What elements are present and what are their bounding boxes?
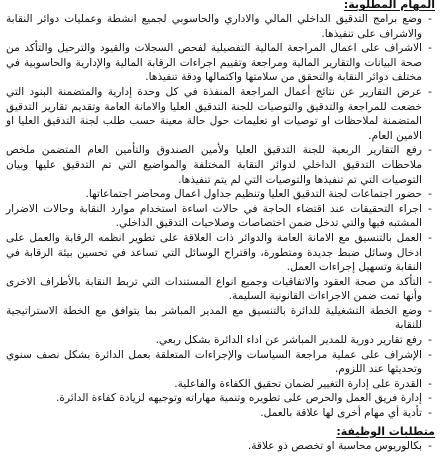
duty-item: - الاشراف على اعمال المراجعة المالية التفصيلية لفحص السجلات والقيود والترحيل والتأكد من صحة البيانات والتقارير المالية ومراجعة وتقييم اجراءات الرقابة المالية والإدارية والحاسوبية في مختلف دوائر النقابة والتحقق من سلامتها واكتمالها ودقة تنفيذها. xyxy=(6,41,435,85)
requirements-heading: متطلبات الوظيفة: xyxy=(336,424,435,438)
requirement-item: - بكالوريوس محاسبة او تخصص ذو علاقة. xyxy=(6,439,435,454)
duty-item: - تأدية أي مهام أخرى لها علاقة بالعمل. xyxy=(6,406,435,421)
duty-item: - الإشراف على عملية مراجعة السياسات والإجراءات المتعلقة بعمل الدائرة بشكل نصف سنوي وتحديثها عند اللزوم. xyxy=(6,348,435,377)
duty-item: - رفع تقارير دورية للمدير المباشر عن اداء الدائرة بشكل ربعي. xyxy=(6,333,435,348)
duties-list xyxy=(6,12,435,421)
duty-item: - حضور اجتماعات لجنة التدقيق العليا وتنظيم جداول اعمال ومحاضر اجتماعاتها. xyxy=(6,187,435,202)
duty-item: - القدرة على إدارة التغيير لضمان تحقيق الكفاءة والفاعلية. xyxy=(6,377,435,392)
duty-item: - رفع التقارير الربعية للجنة التدقيق العليا ولأمين الصندوق والتأمين العام المتضمن ملخص ملاحظات التدقيق الداخلي لدوائر النقابة المختلفة والمواضيع التي تم التدقيق عليها وبيان التوصيات التي تم تنفيذها والتوصيات التي لم يتم تنفيذها. xyxy=(6,143,435,187)
duty-item: - العمل بالتنسيق مع الامانة العامة والدوائر ذات العلاقة على تطوير انظمه الرقابة والعمل على ادخال وسائل ضبط جديدة ومتطورة، واقتراح الوسائل التي تساعد في تحسين بيئة الرقابة في النقابة وتسهيل إجراءات العمل. xyxy=(6,231,435,275)
duty-item: - وضع الخطة التشغيلية للدائرة بالتنسيق مع المدير المباشر بما يتوافق مع الخطة الاستراتيجية للنقابة xyxy=(6,304,435,333)
duty-item: - التأكد من صحة العقود والاتفاقيات وجميع انواع المستندات التي تربط النقابة بالأطراف الاخرى وأنها تمت ضمن الاجراءات القانونية السليمة. xyxy=(6,275,435,304)
duties-heading: المهام المطلوبة: xyxy=(343,0,435,11)
duty-item: - اجراء التحقيقات عند اقتضاء الحاجة في حالات اساءة استخدام موارد النقابة وحالات الاضرار المشتبه فيها والتي تدخل ضمن اختصاصات وصلاحيات التدقيق الداخلي. xyxy=(6,202,435,231)
requirements-list xyxy=(6,439,435,454)
duty-item: - وضع برامج التدقيق الداخلي المالي والاداري والحاسوبي لجميع انشطة وعمليات دوائر النقابة والاشراف على تنفيذها. xyxy=(6,12,435,41)
duty-item: - عرض التقارير عن نتائج أعمال المراجعة المنفذة في كل وحدة إدارية والمتضمنة البنود التي خضعت للمراجعة والتدقيق والتوصيات للجنة التدقيق العليا والامانة العامة وتقديم تقارير التدقيق المتضمنة لملاحظات او توصيات او تعليمات حول حالة معينة حسب طلب لجنة التدقيق العليا او الامين العام. xyxy=(6,85,435,143)
duty-item: - إدارة فريق العمل والحرص على تطويره وتنمية مهاراته وتوجيهه لزيادة كفاءة الدائرة. xyxy=(6,391,435,406)
